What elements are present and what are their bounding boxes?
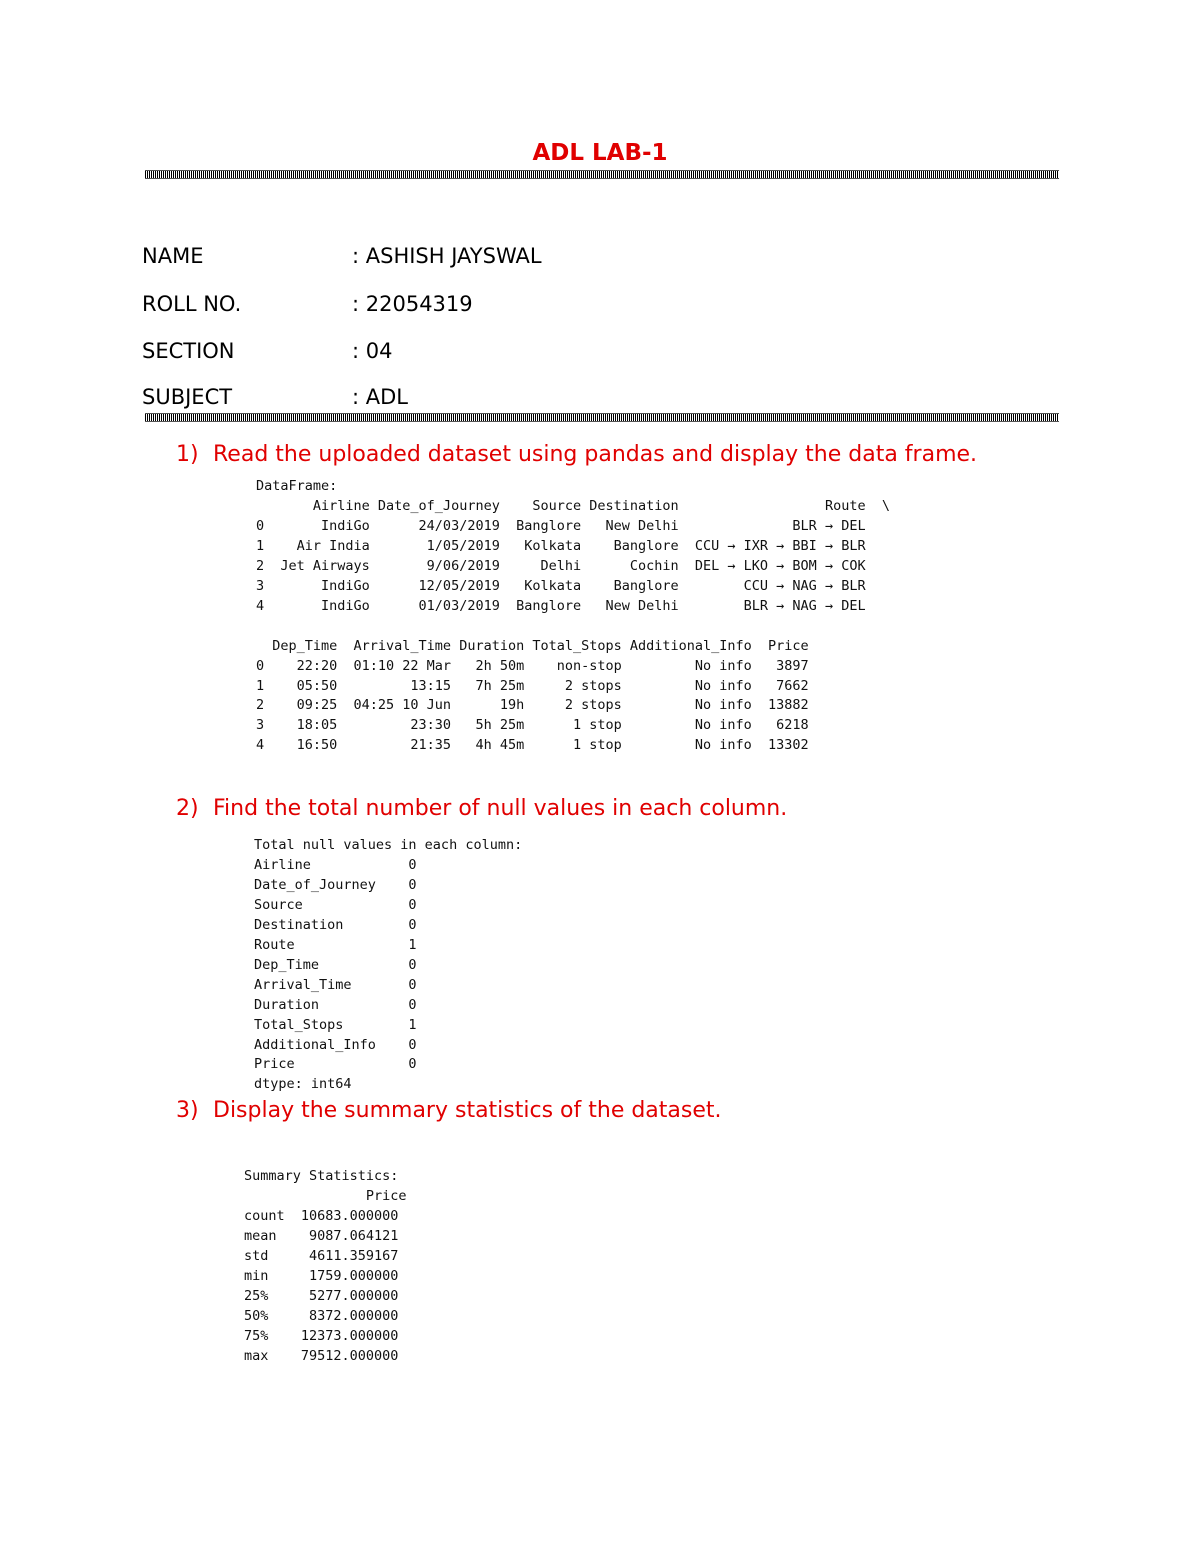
info-label: ROLL NO. xyxy=(142,292,242,316)
info-label: SECTION xyxy=(142,339,235,363)
output-line: Summary Statistics: xyxy=(244,1168,399,1184)
top-divider xyxy=(145,170,1059,179)
question-1-heading xyxy=(176,442,977,467)
output-line: 2 09:25 04:25 10 Jun 19h 2 stops No info 13882 xyxy=(256,697,809,714)
output-line: DataFrame: xyxy=(256,478,338,494)
info-label: NAME xyxy=(142,244,204,268)
output-line: 3 IndiGo 12/05/2019 Kolkata Banglore CCU → NAG → BLR xyxy=(256,577,866,594)
output-line: 4 IndiGo 01/03/2019 Banglore New Delhi BLR → NAG → DEL xyxy=(256,597,866,614)
summary-output xyxy=(244,1167,407,1367)
output-line: 75% 12373.000000 xyxy=(244,1327,399,1344)
output-line: Source 0 xyxy=(254,896,417,913)
output-line: Price 0 xyxy=(254,1056,417,1073)
output-line: Total null values in each column: xyxy=(254,837,523,853)
question-2-heading xyxy=(176,796,787,821)
output-line: 1 05:50 13:15 7h 25m 2 stops No info 7662 xyxy=(256,677,809,694)
info-value: : ASHISH JAYSWAL xyxy=(352,244,542,268)
question-3-heading xyxy=(176,1098,722,1123)
output-line: 2 Jet Airways 9/06/2019 Delhi Cochin DEL → LKO → BOM → COK xyxy=(256,557,866,574)
question-text: Display the summary statistics of the dataset. xyxy=(213,1098,722,1123)
info-label: SUBJECT xyxy=(142,385,233,409)
question-number: 1) xyxy=(176,442,199,467)
info-value: : 04 xyxy=(352,339,393,363)
info-value: : 22054319 xyxy=(352,292,473,316)
output-line: Airline Date_of_Journey Source Destination Route \ xyxy=(256,497,890,514)
output-line: 50% 8372.000000 xyxy=(244,1307,399,1324)
output-line: max 79512.000000 xyxy=(244,1347,399,1364)
output-line: Route 1 xyxy=(254,936,417,953)
output-line: Additional_Info 0 xyxy=(254,1036,417,1053)
output-line: count 10683.000000 xyxy=(244,1207,399,1224)
output-line: 1 Air India 1/05/2019 Kolkata Banglore CCU → IXR → BBI → BLR xyxy=(256,537,866,554)
info-row-subject xyxy=(142,385,408,409)
output-line: Price xyxy=(244,1187,407,1204)
output-line: Destination 0 xyxy=(254,916,417,933)
output-line: 0 IndiGo 24/03/2019 Banglore New Delhi BLR → DEL xyxy=(256,517,866,534)
output-line xyxy=(256,617,890,637)
output-line: std 4611.359167 xyxy=(244,1247,399,1264)
dataframe-output xyxy=(256,477,890,756)
output-line: mean 9087.064121 xyxy=(244,1227,399,1244)
info-value: : ADL xyxy=(352,385,408,409)
output-line: dtype: int64 xyxy=(254,1076,352,1093)
output-line: Arrival_Time 0 xyxy=(254,976,417,993)
info-row-roll xyxy=(142,292,473,316)
question-text: Find the total number of null values in each column. xyxy=(213,796,788,821)
output-line: 4 16:50 21:35 4h 45m 1 stop No info 13302 xyxy=(256,737,809,754)
output-line: Total_Stops 1 xyxy=(254,1016,417,1033)
output-line: Duration 0 xyxy=(254,996,417,1013)
output-line: 25% 5277.000000 xyxy=(244,1287,399,1304)
output-line: 0 22:20 01:10 22 Mar 2h 50m non-stop No info 3897 xyxy=(256,657,809,674)
question-number: 2) xyxy=(176,796,199,821)
output-line: Airline 0 xyxy=(254,856,417,873)
output-line: Dep_Time Arrival_Time Duration Total_Stops Additional_Info Price xyxy=(256,637,809,654)
output-line: Dep_Time 0 xyxy=(254,956,417,973)
question-text: Read the uploaded dataset using pandas and display the data frame. xyxy=(213,442,978,467)
info-row-section xyxy=(142,339,392,363)
info-row-name xyxy=(142,244,542,268)
document-title: ADL LAB-1 xyxy=(532,140,668,166)
bottom-divider xyxy=(145,413,1059,422)
null-counts-output xyxy=(254,836,522,1095)
question-number: 3) xyxy=(176,1098,199,1123)
output-line: 3 18:05 23:30 5h 25m 1 stop No info 6218 xyxy=(256,717,809,734)
output-line: min 1759.000000 xyxy=(244,1267,399,1284)
output-line: Date_of_Journey 0 xyxy=(254,876,417,893)
